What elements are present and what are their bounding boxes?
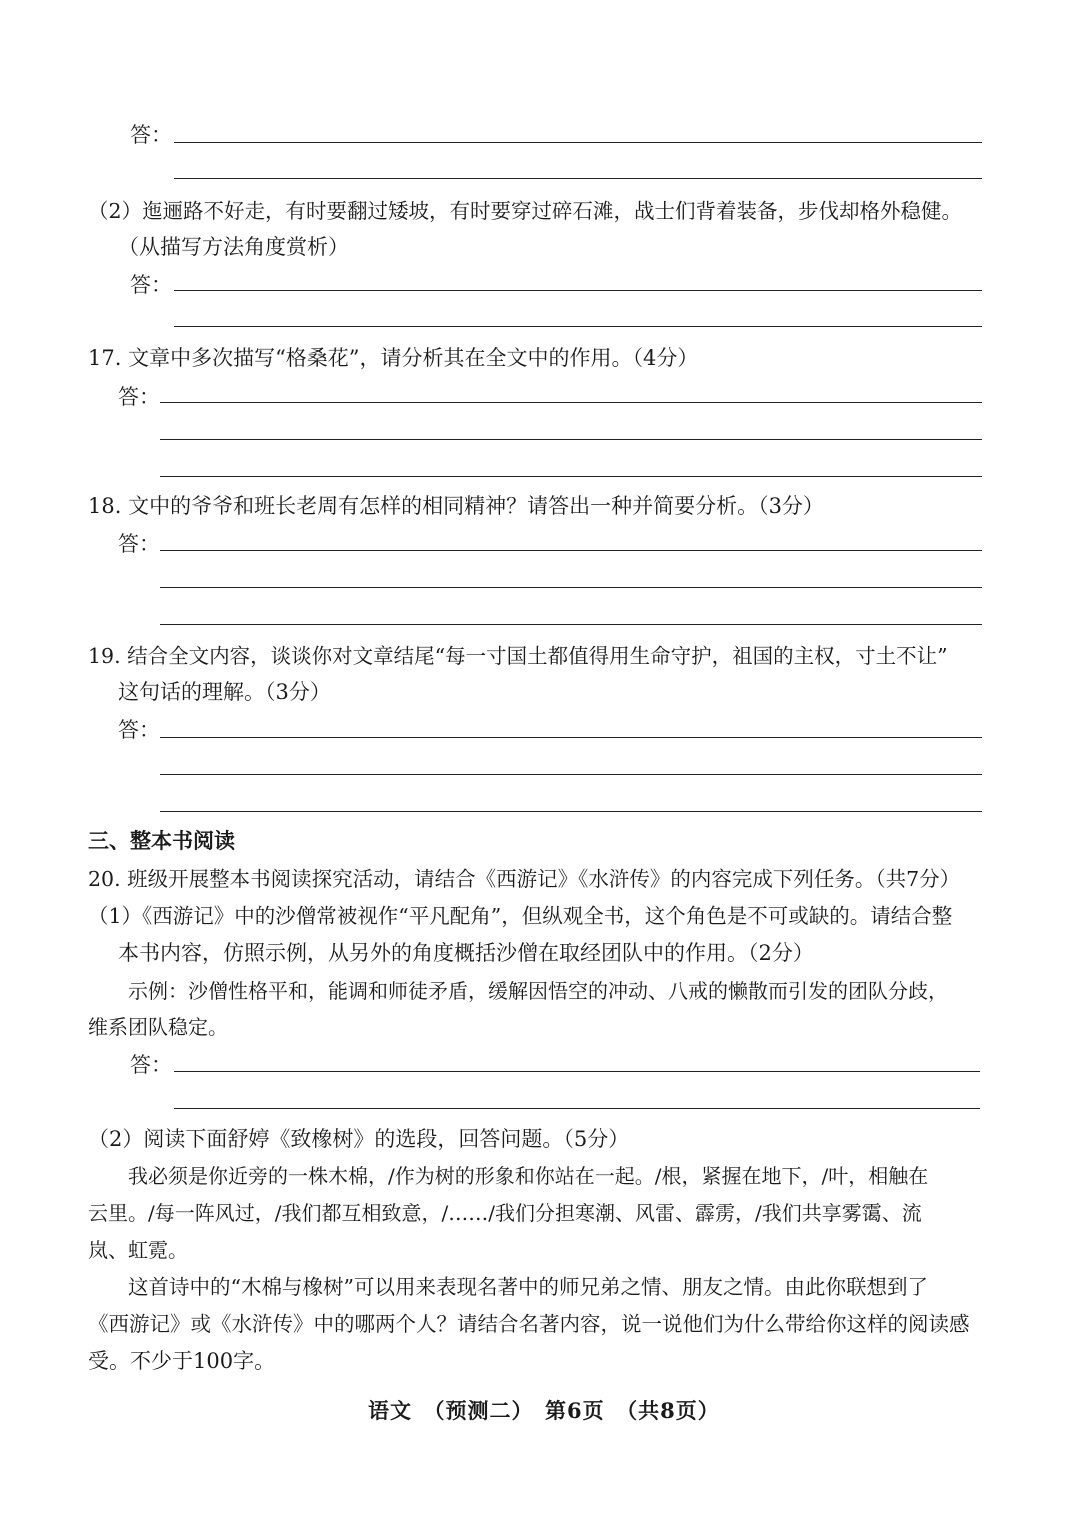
answer-label: 答： bbox=[118, 532, 160, 556]
question-19-text-cont: 这句话的理解。（3分） bbox=[118, 680, 331, 704]
example-text: 示例：沙僧性格平和，能调和师徒矛盾，缓解因悟空的冲动、八戒的懒散而引发的团队分歧， bbox=[128, 979, 948, 1003]
answer-line[interactable] bbox=[174, 290, 982, 291]
answer-line[interactable] bbox=[160, 476, 982, 477]
question-18-text: 18. 文中的爷爷和班长老周有怎样的相同精神？请答出一种并简要分析。（3分） bbox=[88, 494, 824, 518]
question-20-1-text-cont: 本书内容，仿照示例，从另外的角度概括沙僧在取经团队中的作用。（2分） bbox=[118, 941, 814, 965]
answer-line[interactable] bbox=[174, 1071, 980, 1072]
answer-label: 答： bbox=[130, 273, 172, 297]
question-20-intro: 20. 班级开展整本书阅读探究活动，请结合《西游记》《水浒传》的内容完成下列任务。（共7分） bbox=[88, 867, 961, 891]
question-20-2-title: （2）阅读下面舒婷《致橡树》的选段，回答问题。（5分） bbox=[88, 1127, 630, 1151]
answer-line[interactable] bbox=[160, 774, 982, 775]
question-20-2-prompt-cont: 《西游记》或《水浒传》中的哪两个人？请结合名著内容，说一说他们为什么带给你这样的阅读感 bbox=[88, 1312, 970, 1336]
question-16-2-hint: （从描写方法角度赏析） bbox=[118, 235, 349, 259]
poem-line: 云里。/每一阵风过，/我们都互相致意，/……/我们分担寒潮、风雷、霹雳，/我们共享雾霭、流 bbox=[88, 1201, 922, 1225]
answer-line[interactable] bbox=[160, 624, 982, 625]
answer-label: 答： bbox=[130, 123, 172, 147]
answer-line[interactable] bbox=[160, 737, 982, 738]
question-17-text: 17. 文章中多次描写“格桑花”，请分析其在全文中的作用。（4分） bbox=[88, 346, 699, 370]
answer-label: 答： bbox=[118, 385, 160, 409]
question-19-text: 19. 结合全文内容，谈谈你对文章结尾“每一寸国土都值得用生命守护，祖国的主权，寸土不让” bbox=[88, 644, 948, 668]
page-footer: 语文 （预测二） 第6页 （共8页） bbox=[368, 1398, 720, 1423]
section-3-title: 三、整本书阅读 bbox=[88, 828, 235, 853]
answer-line[interactable] bbox=[160, 811, 982, 812]
answer-line[interactable] bbox=[174, 178, 982, 179]
poem-line: 岚、虹霓。 bbox=[88, 1238, 188, 1262]
question-20-2-prompt: 这首诗中的“木棉与橡树”可以用来表现名著中的师兄弟之情、朋友之情。由此你联想到了 bbox=[128, 1275, 928, 1299]
question-20-2-prompt-cont: 受。不少于100字。 bbox=[88, 1349, 276, 1373]
question-20-1-text: （1）《西游记》中的沙僧常被视作“平凡配角”，但纵观全书，这个角色是不可或缺的。请结合整 bbox=[88, 904, 953, 928]
answer-line[interactable] bbox=[160, 402, 982, 403]
question-16-2-text: （2）迤逦路不好走，有时要翻过矮坡，有时要穿过碎石滩，战士们背着装备，步伐却格外稳健。 bbox=[88, 199, 963, 223]
answer-line[interactable] bbox=[174, 142, 982, 143]
answer-line[interactable] bbox=[174, 326, 982, 327]
answer-line[interactable] bbox=[174, 1108, 980, 1109]
answer-line[interactable] bbox=[160, 587, 982, 588]
poem-line: 我必须是你近旁的一株木棉，/作为树的形象和你站在一起。/根，紧握在地下，/叶，相触在 bbox=[128, 1164, 929, 1188]
answer-line[interactable] bbox=[160, 550, 982, 551]
answer-label: 答： bbox=[118, 718, 160, 742]
answer-line[interactable] bbox=[160, 439, 982, 440]
example-text-cont: 维系团队稳定。 bbox=[88, 1015, 228, 1039]
answer-label: 答： bbox=[130, 1053, 172, 1077]
